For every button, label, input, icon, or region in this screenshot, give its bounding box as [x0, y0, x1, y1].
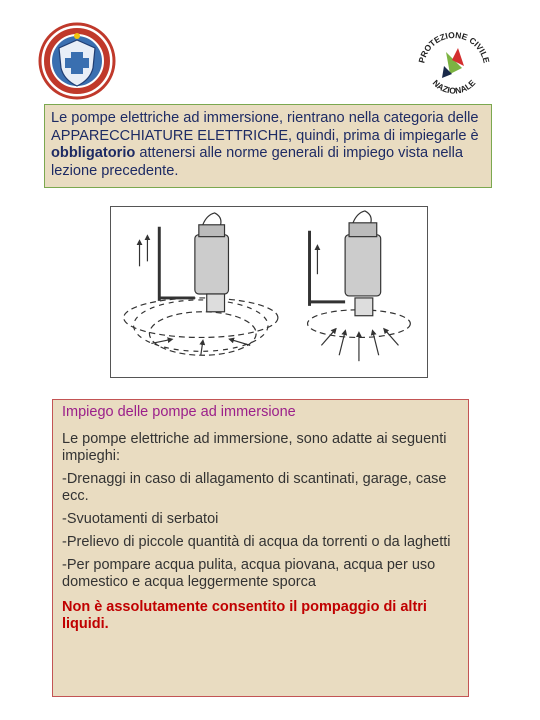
- intro-text-end: attenersi alle norme generali di impiego vista nella lezione precedente.: [51, 145, 464, 179]
- list-item: -Prelievo di piccole quantità di acqua da torrenti o da laghetti: [62, 534, 451, 550]
- intro-text: Le pompe elettriche ad immersione, rientrano nella categoria delle APPARECCHIATURE ELETTRICHE, quindi, prima di impiegarle è: [51, 110, 479, 144]
- svg-text:NAZIONALE: NAZIONALE: [430, 77, 478, 96]
- pump-right-icon: [308, 211, 411, 361]
- usage-text-box: [52, 399, 469, 697]
- protezione-civile-logo: [412, 22, 496, 106]
- intro-bold-word: obbligatorio: [51, 145, 136, 161]
- list-item: -Per pompare acqua pulita, acqua piovana, acqua per uso domestico e acqua leggermente sporca: [62, 557, 436, 590]
- intro-text-box: [44, 104, 492, 188]
- list-item: -Svuotamenti di serbatoi: [62, 511, 219, 527]
- section-intro: Le pompe elettriche ad immersione, sono adatte ai seguenti impieghi:: [62, 431, 447, 464]
- section-heading: Impiego delle pompe ad immersione: [62, 404, 296, 420]
- warning-text: Non è assolutamente consentito il pompaggio di altri liquidi.: [62, 599, 427, 632]
- svg-text:PROTEZIONE CIVILE: PROTEZIONE CIVILE: [416, 29, 492, 65]
- pump-left-icon: [124, 213, 278, 355]
- submersible-pump-illustration: [110, 206, 428, 378]
- list-item: -Drenaggi in caso di allagamento di scantinati, garage, case ecc.: [62, 471, 447, 504]
- fire-brigade-logo: [38, 22, 116, 100]
